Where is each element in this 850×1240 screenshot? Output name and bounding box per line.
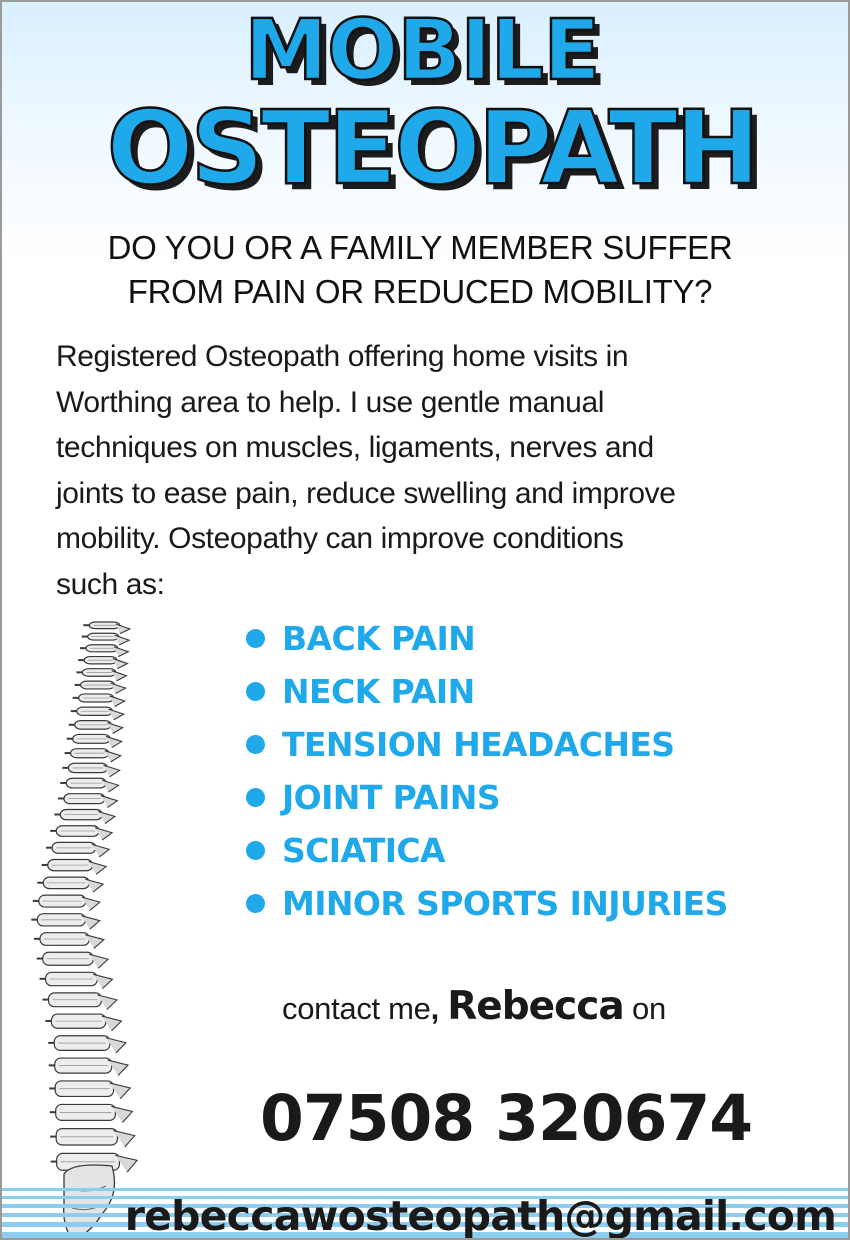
description-line: techniques on muscles, ligaments, nerves and bbox=[56, 431, 654, 464]
conditions-list bbox=[246, 612, 846, 930]
condition-item bbox=[246, 612, 846, 665]
condition-item bbox=[246, 771, 846, 824]
bullet-icon bbox=[246, 788, 265, 807]
phone-number[interactable]: 07508 320674 bbox=[260, 1082, 753, 1155]
contact-line bbox=[282, 984, 666, 1029]
contact-comma: , bbox=[430, 991, 439, 1026]
description-line: joints to ease pain, reduce swelling and improve bbox=[56, 476, 676, 510]
description-line: Worthing area to help. I use gentle manual bbox=[56, 385, 605, 419]
headline-question bbox=[2, 226, 838, 314]
description-line: mobility. Osteopathy can improve conditions bbox=[56, 522, 624, 555]
condition-item bbox=[246, 824, 846, 877]
condition-label: NECK PAIN bbox=[282, 672, 475, 711]
condition-label: TENSION HEADACHES bbox=[282, 725, 675, 764]
description-line: Registered Osteopath offering home visits in bbox=[56, 340, 629, 373]
condition-label: BACK PAIN bbox=[282, 619, 476, 658]
condition-label: JOINT PAINS bbox=[282, 778, 500, 817]
email-address[interactable]: rebeccawosteopath@gmail.com bbox=[124, 1192, 836, 1240]
condition-item bbox=[246, 877, 846, 930]
description-line: such as: bbox=[56, 567, 165, 601]
question-line-2: FROM PAIN OR REDUCED MOBILITY? bbox=[127, 273, 713, 310]
contact-name: Rebecca bbox=[447, 984, 624, 1029]
bullet-icon bbox=[246, 894, 265, 913]
condition-label: SCIATICA bbox=[282, 831, 445, 870]
contact-prefix: contact me bbox=[282, 991, 431, 1026]
condition-item bbox=[246, 665, 846, 718]
bullet-icon bbox=[246, 682, 265, 701]
bullet-icon bbox=[246, 841, 265, 860]
title-line-2: OSTEOPATH bbox=[106, 89, 758, 208]
condition-item bbox=[246, 718, 846, 771]
spine-illustration bbox=[2, 614, 202, 1240]
condition-label: MINOR SPORTS INJURIES bbox=[282, 884, 728, 923]
question-line-1: DO YOU OR A FAMILY MEMBER SUFFER bbox=[107, 229, 733, 266]
contact-suffix: on bbox=[632, 991, 666, 1026]
bullet-icon bbox=[246, 735, 265, 754]
title-line-1: MOBILE bbox=[244, 1, 600, 99]
bullet-icon bbox=[246, 629, 265, 648]
description bbox=[56, 334, 816, 607]
